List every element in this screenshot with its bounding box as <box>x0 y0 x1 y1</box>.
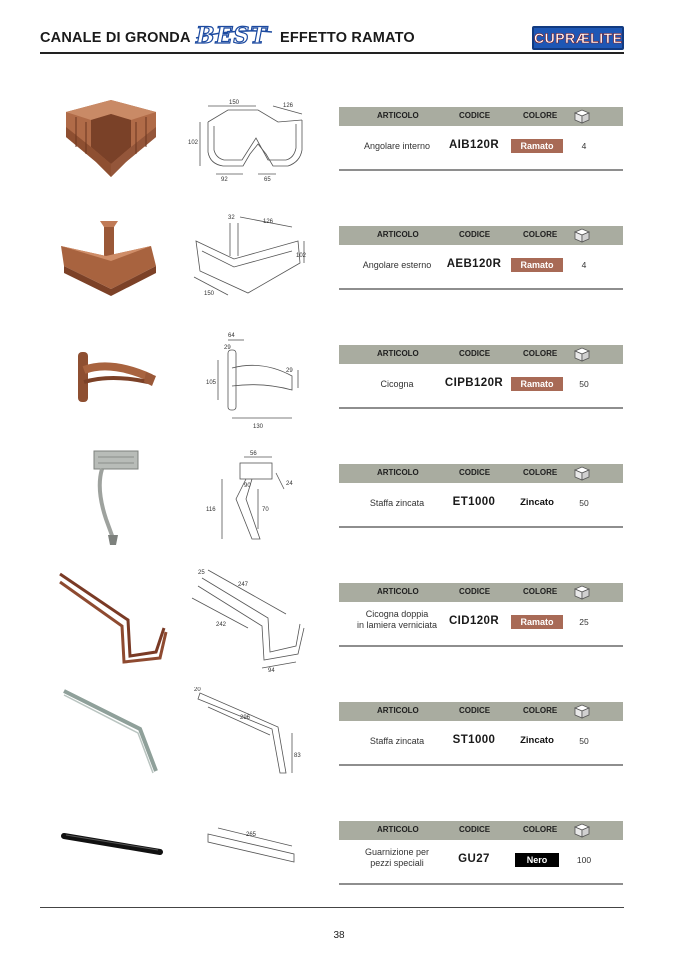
table-row <box>339 364 623 409</box>
header-colore: COLORE <box>523 111 558 120</box>
dim-label: 92 <box>221 177 228 183</box>
dim-label: 265 <box>246 832 257 838</box>
cell-articolo-line2: pezzi speciali <box>370 858 424 868</box>
box-package-icon <box>573 703 591 720</box>
dim-label: 25 <box>198 570 205 576</box>
cell-codice: AEB120R <box>446 258 502 270</box>
product-table <box>339 583 623 647</box>
technical-drawing-cicogna <box>188 330 318 440</box>
product-photo-staffa-zincata-st <box>56 687 171 797</box>
technical-drawing-angolare-esterno <box>188 211 318 321</box>
box-package-icon <box>573 346 591 363</box>
table-row <box>339 602 623 647</box>
dim-label: 126 <box>263 219 274 225</box>
product-table <box>339 464 623 528</box>
cell-colore-badge: Ramato <box>511 377 563 391</box>
header-articolo: ARTICOLO <box>377 706 419 715</box>
page-header <box>40 22 624 54</box>
dim-label: 247 <box>238 582 249 588</box>
brand-logo-text: CUPRÆLITE <box>534 30 623 46</box>
cell-articolo-line2: in lamiera verniciata <box>356 620 438 630</box>
footer-divider <box>40 907 624 908</box>
table-row <box>339 126 623 171</box>
header-colore: COLORE <box>523 587 558 596</box>
dim-label: 105 <box>206 380 217 386</box>
header-articolo: ARTICOLO <box>377 468 419 477</box>
table-row <box>339 483 623 528</box>
box-package-icon <box>573 465 591 482</box>
dim-label: 126 <box>283 103 294 109</box>
table-row <box>339 721 623 766</box>
cell-codice: CID120R <box>448 615 500 627</box>
cell-colore: Zincato <box>520 735 554 746</box>
page-title-left: CANALE DI GRONDA <box>40 30 191 46</box>
best-series-logo <box>194 23 274 49</box>
product-table <box>339 702 623 766</box>
header-codice: CODICE <box>459 706 491 715</box>
table-header <box>339 821 623 840</box>
dim-label: 56 <box>250 451 257 457</box>
header-colore: COLORE <box>523 825 558 834</box>
header-codice: CODICE <box>459 230 491 239</box>
cell-colore-badge: Ramato <box>511 615 563 629</box>
page-title-right: EFFETTO RAMATO <box>280 30 415 46</box>
technical-drawing-staffa-zincata-et <box>188 449 318 559</box>
cell-colore-badge: Nero <box>515 853 559 867</box>
dim-label: 32 <box>228 215 235 221</box>
page-number: 38 <box>333 930 345 941</box>
dim-label: 29 <box>286 368 293 374</box>
header-codice: CODICE <box>459 349 491 358</box>
cell-articolo <box>339 609 455 631</box>
table-header <box>339 226 623 245</box>
box-package-icon <box>573 822 591 839</box>
best-logo-text: BEST <box>196 23 268 49</box>
dim-label: 65 <box>264 177 271 183</box>
product-row <box>0 449 678 567</box>
product-row <box>0 330 678 448</box>
table-header <box>339 345 623 364</box>
box-package-icon <box>573 108 591 125</box>
table-row <box>339 840 623 885</box>
product-photo-angolare-esterno <box>56 211 171 321</box>
product-photo-staffa-zincata <box>56 449 171 559</box>
cell-articolo: Staffa zincata <box>369 736 425 746</box>
cell-qty: 25 <box>579 617 589 627</box>
dim-label: 242 <box>216 622 227 628</box>
cell-qty: 4 <box>581 141 587 151</box>
header-articolo: ARTICOLO <box>377 825 419 834</box>
brand-logo <box>532 26 624 50</box>
cell-qty: 50 <box>579 736 589 746</box>
dim-label: 90 <box>244 483 251 489</box>
product-row <box>0 92 678 210</box>
header-articolo: ARTICOLO <box>377 349 419 358</box>
dim-label: 20 <box>194 687 201 693</box>
cell-colore: Zincato <box>520 497 554 508</box>
cell-colore-badge: Ramato <box>511 258 563 272</box>
table-row <box>339 245 623 290</box>
header-codice: CODICE <box>459 111 491 120</box>
header-articolo: ARTICOLO <box>377 111 419 120</box>
technical-drawing-staffa-zincata-st <box>188 687 318 797</box>
dim-label: 296 <box>240 715 251 721</box>
cell-codice: AIB120R <box>448 139 500 151</box>
dim-label: 102 <box>188 140 199 146</box>
product-photo-angolare-interno <box>56 92 171 202</box>
table-header <box>339 107 623 126</box>
dim-label: 150 <box>204 291 215 297</box>
cell-codice: ET1000 <box>452 496 496 508</box>
cell-qty: 50 <box>579 498 589 508</box>
technical-drawing-guarnizione <box>188 806 318 916</box>
dim-label: 70 <box>262 507 269 513</box>
dim-label: 150 <box>229 100 240 106</box>
dim-label: 64 <box>228 333 235 339</box>
header-codice: CODICE <box>459 825 491 834</box>
product-table <box>339 226 623 290</box>
product-photo-guarnizione <box>56 806 171 916</box>
cell-articolo-line1: Guarnizione per <box>364 847 430 857</box>
header-colore: COLORE <box>523 706 558 715</box>
dim-label: 94 <box>268 668 275 674</box>
cell-qty: 100 <box>576 855 592 865</box>
product-row <box>0 568 678 686</box>
technical-drawing-angolare-interno <box>188 92 318 202</box>
cell-codice: GU27 <box>458 853 490 865</box>
table-header <box>339 583 623 602</box>
cell-qty: 4 <box>581 260 587 270</box>
technical-drawing-cicogna-doppia <box>188 568 318 678</box>
header-codice: CODICE <box>459 587 491 596</box>
header-articolo: ARTICOLO <box>377 587 419 596</box>
product-table <box>339 345 623 409</box>
header-colore: COLORE <box>523 230 558 239</box>
dim-label: 116 <box>206 507 216 513</box>
dim-label: 130 <box>253 424 264 430</box>
product-photo-cicogna-doppia <box>56 568 171 678</box>
dim-label: 102 <box>296 253 307 259</box>
dim-label: 83 <box>294 753 301 759</box>
header-colore: COLORE <box>523 468 558 477</box>
product-photo-cicogna <box>56 330 171 440</box>
table-header <box>339 464 623 483</box>
header-articolo: ARTICOLO <box>377 230 419 239</box>
dim-label: 24 <box>286 481 293 487</box>
cell-articolo: Staffa zincata <box>369 498 425 508</box>
cell-articolo: Angolare interno <box>363 141 431 151</box>
cell-articolo-line1: Cicogna doppia <box>365 609 429 619</box>
product-table <box>339 821 623 885</box>
box-package-icon <box>573 227 591 244</box>
product-row <box>0 687 678 805</box>
table-header <box>339 702 623 721</box>
cell-colore-badge: Ramato <box>511 139 563 153</box>
box-package-icon <box>573 584 591 601</box>
header-codice: CODICE <box>459 468 491 477</box>
cell-articolo: Angolare esterno <box>362 260 432 270</box>
product-table <box>339 107 623 171</box>
cell-articolo: Cicogna <box>380 379 414 389</box>
product-row <box>0 211 678 329</box>
cell-qty: 50 <box>579 379 589 389</box>
header-colore: COLORE <box>523 349 558 358</box>
cell-codice: ST1000 <box>452 734 496 746</box>
cell-codice: CIPB120R <box>444 377 504 389</box>
cell-articolo <box>339 847 455 869</box>
dim-label: 29 <box>224 345 231 351</box>
